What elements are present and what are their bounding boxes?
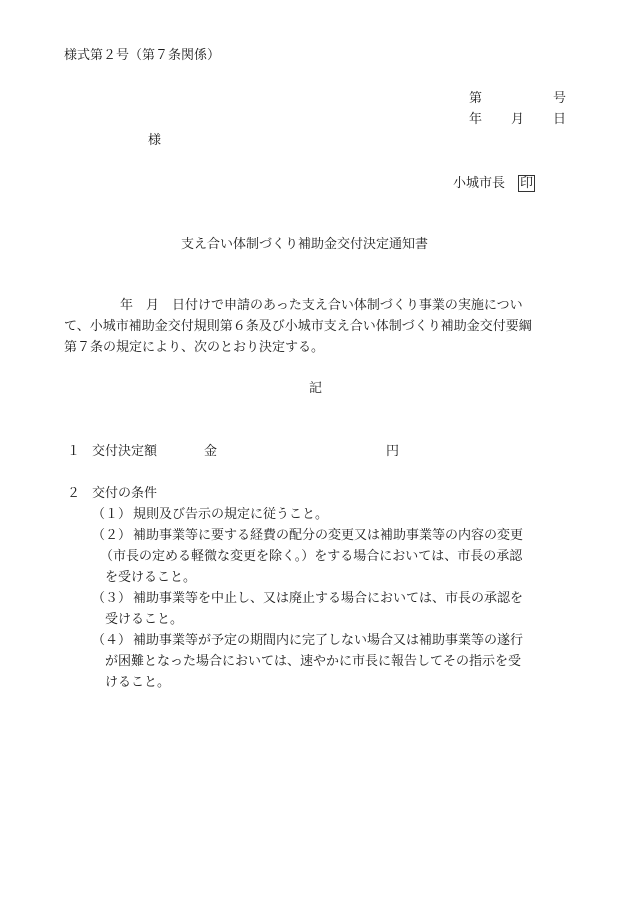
- ki-marker: 記: [309, 381, 323, 396]
- number-prefix: 第: [469, 91, 483, 106]
- body-line-1-text: 日付けで申請のあった支え合い体制づくり事業の実施につい: [172, 298, 523, 313]
- form-label: 様式第２号（第７条関係）: [64, 48, 221, 63]
- section2-number: ２: [67, 486, 81, 501]
- condition-4-line-1: 補助事業等が予定の期間内に完了しない場合又は補助事業等の遂行: [133, 633, 524, 648]
- section1-number: １: [67, 444, 81, 459]
- condition-1-number: （１）: [92, 507, 132, 522]
- condition-2-line-3: を受けること。: [105, 570, 197, 585]
- body-month: 月: [146, 298, 160, 313]
- section1-prefix: 金: [204, 444, 218, 459]
- condition-4-line-3: けること。: [105, 675, 171, 690]
- date-day: 日: [553, 112, 567, 127]
- condition-2-line-2: （市長の定める軽微な変更を除く。）をする場合においては、市長の承認: [100, 549, 523, 564]
- condition-1-line-1: 規則及び告示の規定に従うこと。: [133, 507, 329, 522]
- body-line-1: [64, 299, 523, 312]
- condition-3-number: （３）: [92, 591, 132, 606]
- addressee-suffix: 様: [148, 133, 162, 148]
- body-year: 年: [120, 298, 134, 313]
- date-year: 年: [469, 112, 483, 127]
- condition-2-number: （２）: [92, 528, 132, 543]
- condition-2-line-1: 補助事業等に要する経費の配分の変更又は補助事業等の内容の変更: [133, 528, 524, 543]
- document-title: 支え合い体制づくり補助金交付決定通知書: [181, 237, 429, 252]
- issuer-name: 小城市長: [453, 176, 506, 191]
- date-month: 月: [511, 112, 525, 127]
- section1-label: 交付決定額: [92, 444, 158, 459]
- section1-unit: 円: [386, 444, 400, 459]
- number-suffix: 号: [553, 91, 567, 106]
- body-line-2: て、小城市補助金交付規則第６条及び小城市支え合い体制づくり補助金交付要綱: [64, 319, 532, 334]
- body-line-3: 第７条の規定により、次のとおり決定する。: [64, 340, 325, 355]
- section2-label: 交付の条件: [92, 486, 158, 501]
- condition-3-line-1: 補助事業等を中止し、又は廃止する場合においては、市長の承認を: [133, 591, 524, 606]
- condition-4-line-2: が困難となった場合においては、速やかに市長に報告してその指示を受: [105, 654, 522, 669]
- issuer: [453, 175, 535, 192]
- condition-4-number: （４）: [92, 633, 132, 648]
- condition-3-line-2: 受けること。: [105, 612, 184, 627]
- seal-mark: 印: [520, 176, 534, 191]
